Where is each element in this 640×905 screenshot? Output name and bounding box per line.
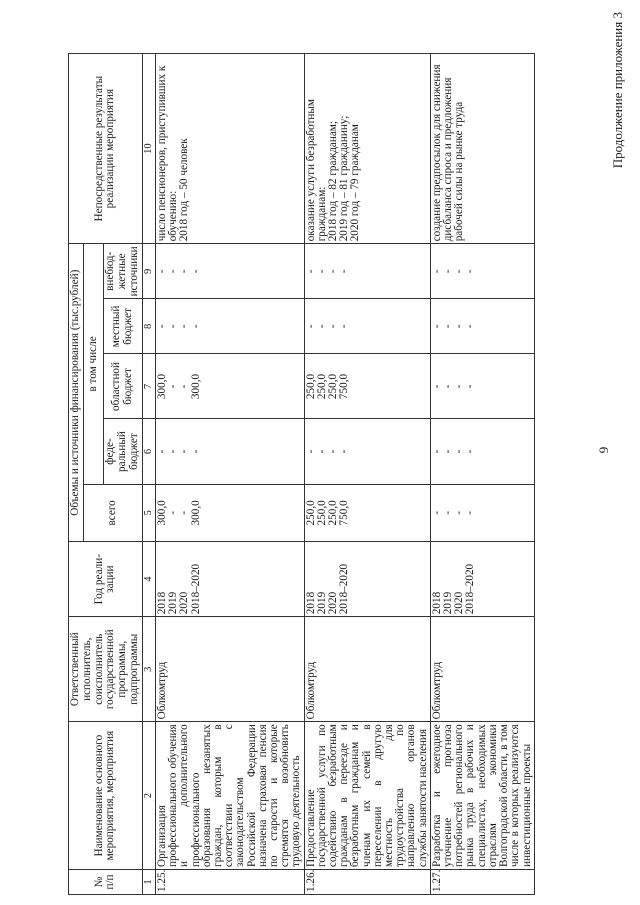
- header-year: Год реали-зации: [69, 542, 143, 617]
- header-results: Непосредственные результаты реализации мероприятия: [69, 54, 143, 244]
- offbudget-amount-line: -: [327, 269, 340, 274]
- total-amount-line: 300,0: [156, 500, 168, 526]
- years-line: 2019: [315, 591, 328, 615]
- executor: Облкомтруд: [304, 617, 430, 722]
- col-number: 1: [142, 869, 156, 894]
- federal-amount: [156, 419, 305, 484]
- total-amount-line: -: [178, 510, 191, 515]
- row-number: 1.26.: [304, 869, 430, 894]
- total-amount-line: 750,0: [338, 500, 351, 526]
- offbudget-amount: [156, 244, 305, 299]
- col-number: 10: [142, 54, 156, 244]
- regional-amount-line: 250,0: [327, 373, 340, 400]
- offbudget-amount-line: -: [453, 269, 466, 274]
- header-regional: областной бюджет: [104, 354, 142, 419]
- local-amount: [430, 299, 534, 354]
- header-offbudget: внебюд-жетные источники: [104, 244, 142, 299]
- local-amount-line: -: [464, 324, 477, 329]
- regional-amount-line: -: [464, 384, 477, 389]
- table-row: [430, 54, 534, 895]
- years-line: 2020: [327, 591, 340, 615]
- offbudget-amount: [430, 244, 534, 299]
- header-incl: в том числе: [83, 244, 104, 484]
- measure-name: Разработка и ежегодное уточнение прогноза потребностей регионального рынка труда в рабочих и специалистах, необходимых отраслям экономики Волгоградской области, в том числе в которых реализуются инвестиционные проекты: [430, 722, 534, 870]
- regional-amount-line: 300,0: [189, 373, 202, 400]
- regional-amount-line: -: [178, 384, 191, 389]
- executor: Облкомтруд: [430, 617, 534, 722]
- total-amount-line: 250,0: [304, 500, 317, 526]
- years-line: 2019: [442, 591, 455, 615]
- row-number: 1.27.: [430, 869, 534, 894]
- local-amount-line: -: [156, 324, 168, 329]
- col-number: 9: [142, 244, 156, 299]
- federal-amount: [430, 419, 534, 484]
- federal-amount-line: -: [453, 449, 466, 454]
- regional-amount-line: -: [442, 384, 455, 389]
- regional-amount-line: -: [430, 384, 443, 389]
- header-financing: Объемы и источники финансирования (тыс.рублей): [69, 244, 84, 542]
- header-local: местный бюджет: [104, 299, 142, 354]
- offbudget-amount-line: -: [464, 269, 477, 274]
- total-amount-line: -: [167, 510, 180, 515]
- local-amount-line: -: [327, 324, 340, 329]
- years: [430, 542, 534, 617]
- federal-amount-line: -: [167, 449, 180, 454]
- federal-amount-line: -: [430, 449, 443, 454]
- col-number: 8: [142, 299, 156, 354]
- regional-amount: [430, 354, 534, 419]
- federal-amount-line: -: [442, 449, 455, 454]
- results: [304, 54, 430, 244]
- years-line: 2018–2020: [189, 563, 202, 615]
- offbudget-amount-line: -: [430, 269, 443, 274]
- header-federal: феде-ральный бюджет: [104, 419, 142, 484]
- total-amount-line: 250,0: [327, 500, 340, 526]
- offbudget-amount-line: -: [304, 269, 317, 274]
- total-amount: [430, 484, 534, 542]
- local-amount-line: -: [338, 324, 351, 329]
- federal-amount-line: -: [156, 449, 168, 454]
- regional-amount-line: 750,0: [338, 373, 351, 400]
- years: [156, 542, 305, 617]
- local-amount-line: -: [304, 324, 317, 329]
- results-line: создание предпосылок для снижения дисбаланса спроса и предложения рабочей силы на рынке труда: [430, 64, 466, 242]
- regional-amount-line: -: [453, 384, 466, 389]
- regional-amount-line: 300,0: [156, 373, 168, 400]
- federal-amount-line: -: [304, 449, 317, 454]
- total-amount: [304, 484, 430, 542]
- col-number: 5: [142, 484, 156, 542]
- executor: Облкомтруд: [156, 617, 305, 722]
- table-row: [304, 54, 430, 895]
- col-number: 3: [142, 617, 156, 722]
- results: [156, 54, 305, 244]
- total-amount-line: -: [442, 510, 455, 515]
- results: [430, 54, 534, 244]
- offbudget-amount-line: -: [338, 269, 351, 274]
- total-amount: [156, 484, 305, 542]
- offbudget-amount: [304, 244, 430, 299]
- offbudget-amount-line: -: [167, 269, 180, 274]
- federal-amount-line: -: [327, 449, 340, 454]
- col-number: 2: [142, 722, 156, 870]
- program-table: [68, 53, 535, 895]
- local-amount-line: -: [453, 324, 466, 329]
- offbudget-amount-line: -: [189, 269, 202, 274]
- header-executor: Ответственный исполнитель, соисполнитель государственной программы, подпрограммы: [69, 617, 143, 722]
- federal-amount-line: -: [464, 449, 477, 454]
- header-name: Наименование основного мероприятия, мероприятия: [69, 722, 143, 870]
- local-amount: [304, 299, 430, 354]
- col-number: 4: [142, 542, 156, 617]
- local-amount-line: -: [178, 324, 191, 329]
- regional-amount-line: 250,0: [315, 373, 328, 400]
- local-amount-line: -: [430, 324, 443, 329]
- years-line: 2018: [156, 591, 168, 615]
- years-line: 2018–2020: [464, 563, 477, 615]
- regional-amount: [304, 354, 430, 419]
- measure-name: Предоставление государственной услуги по содействию безработным гражданам в переезде и безработным гражданам и членам их семей в переселении в другую местность для трудоустройства по направлению органов службы занятости населения: [304, 722, 430, 870]
- total-amount-line: -: [464, 510, 477, 515]
- regional-amount-line: -: [167, 384, 180, 389]
- total-amount-line: 250,0: [315, 500, 328, 526]
- federal-amount-line: -: [338, 449, 351, 454]
- total-amount-line: -: [430, 510, 443, 515]
- offbudget-amount-line: -: [442, 269, 455, 274]
- years-line: 2018: [304, 591, 317, 615]
- years-line: 2018: [430, 591, 443, 615]
- years: [304, 542, 430, 617]
- col-number: 6: [142, 419, 156, 484]
- federal-amount-line: -: [178, 449, 191, 454]
- results-line: 2018 год – 82 гражданам;: [327, 121, 340, 242]
- header-num: № п/п: [69, 869, 143, 894]
- local-amount-line: -: [442, 324, 455, 329]
- row-number: 1.25.: [156, 869, 305, 894]
- total-amount-line: 300,0: [189, 500, 202, 526]
- results-line: 2019 год – 81 гражданину;: [338, 115, 351, 242]
- offbudget-amount-line: -: [315, 269, 328, 274]
- measure-name: Организация профессионального обучения и дополнительного профессионального образования незанятых граждан, которым в соответствии с законодательством Российской Федерации назначена страховая пенсия по старости и которые стремятся возобновить трудовую деятельность: [156, 722, 305, 870]
- years-line: 2019: [167, 591, 180, 615]
- results-line: 2020 год – 79 гражданам: [349, 124, 362, 242]
- federal-amount-line: -: [315, 449, 328, 454]
- continuation-caption: Продолжение приложения 3: [610, 12, 625, 169]
- header-total: всего: [83, 484, 142, 542]
- years-line: 2018–2020: [338, 563, 351, 615]
- results-line: 2018 год – 50 человек: [178, 138, 191, 242]
- regional-amount-line: 250,0: [304, 373, 317, 400]
- results-line: оказание услуги безработным гражданам:: [304, 99, 328, 242]
- local-amount-line: -: [315, 324, 328, 329]
- table-row: [156, 54, 305, 895]
- federal-amount: [304, 419, 430, 484]
- years-line: 2020: [178, 591, 191, 615]
- total-amount-line: -: [453, 510, 466, 515]
- page-number: 9: [596, 446, 611, 454]
- col-number: 7: [142, 354, 156, 419]
- local-amount-line: -: [189, 324, 202, 329]
- years-line: 2020: [453, 591, 466, 615]
- offbudget-amount-line: -: [178, 269, 191, 274]
- local-amount-line: -: [167, 324, 180, 329]
- regional-amount: [156, 354, 305, 419]
- federal-amount-line: -: [189, 449, 202, 454]
- results-line: число пенсионеров, приступивших к обучению:: [156, 65, 180, 242]
- offbudget-amount-line: -: [156, 269, 168, 274]
- local-amount: [156, 299, 305, 354]
